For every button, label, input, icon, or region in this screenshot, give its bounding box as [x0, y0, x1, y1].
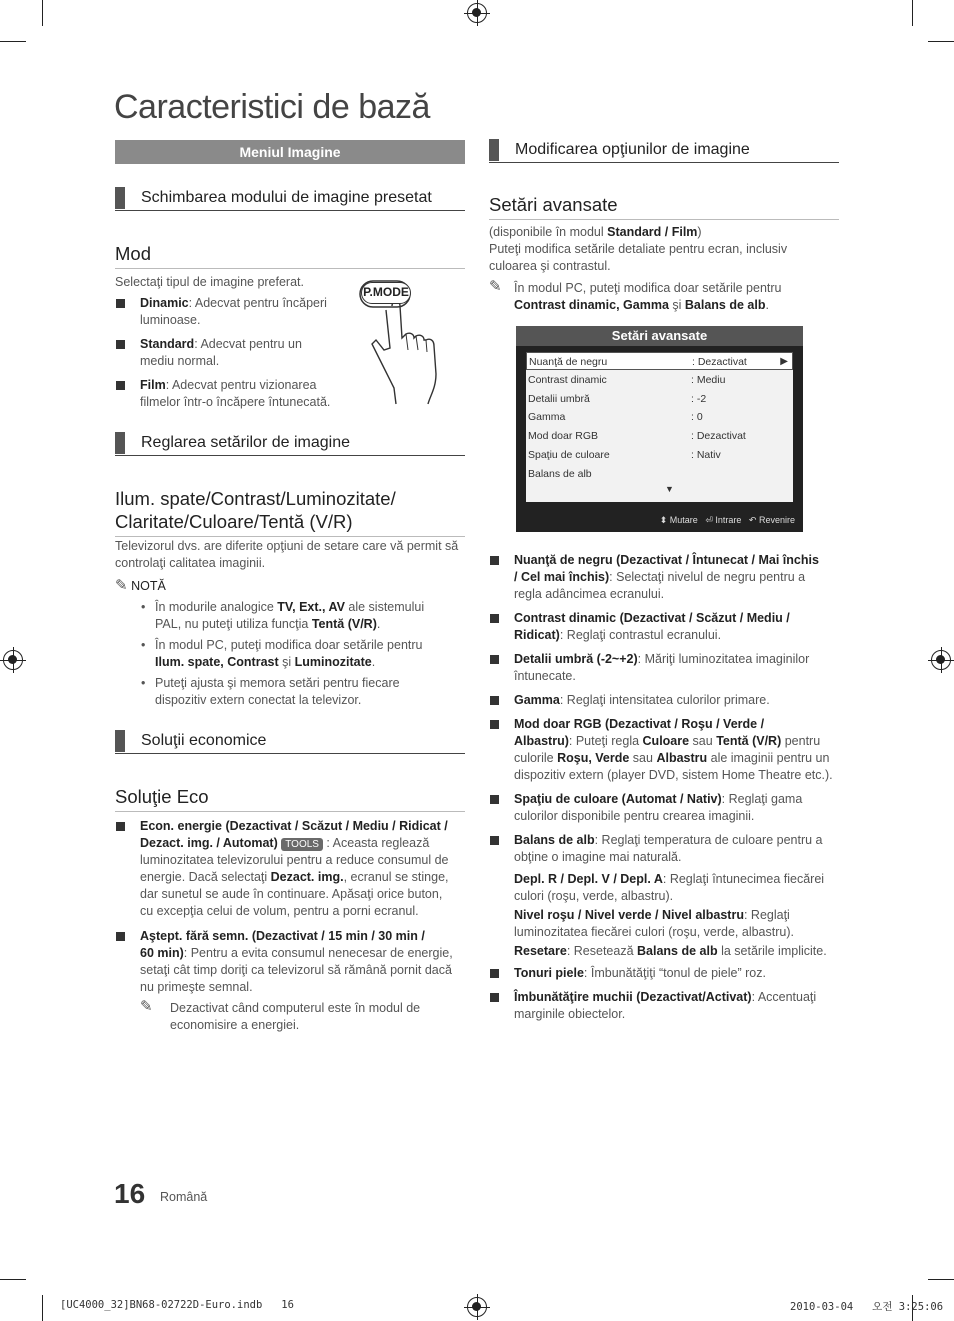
osd-row[interactable]: Gamma : 0 [528, 411, 703, 423]
crop-mark [928, 41, 954, 42]
registration-mark-icon [931, 650, 951, 670]
crop-mark [0, 41, 26, 42]
section-heading: Modificarea opţiunilor de imagine [489, 139, 839, 163]
osd-menu [516, 326, 803, 532]
crop-mark [912, 0, 913, 26]
list-item: Îmbunătăţire muchii (Dezactivat/Activat): Accentuaţi marginile obiectelor. [489, 989, 844, 1023]
osd-title: Setări avansate [516, 326, 803, 346]
section-heading: Soluţii economice [115, 730, 465, 754]
osd-row-selected[interactable]: Nuanţă de negru : Dezactivat ▶ [526, 352, 793, 370]
page-number: 16 [114, 1178, 146, 1209]
list-item: • În modul PC, puteţi modifica doar setările pentru Ilum. spate, Contrast şi Luminozitate. [141, 638, 423, 669]
list-item: • Puteţi ajusta şi memora setări pentru fiecare dispozitiv extern conectat la televizor. [141, 676, 400, 707]
language-label: Română [160, 1190, 208, 1204]
footer-file: [UC4000_32]BN68-02722D-Euro.indb 16 [60, 1299, 294, 1311]
ilum-heading: Ilum. spate/Contrast/Luminozitate/ Claritate/Culoare/Tentă (V/R) [115, 487, 465, 537]
crop-mark [928, 1279, 954, 1280]
return-icon: ↶ [748, 515, 757, 525]
list-item: Econ. energie (Dezactivat / Scăzut / Mediu / Ridicat / Dezact. img. / Automat) TOOLS : Aceasta reglează luminozitatea televizorului pentru a reduce consumul de energie. Dacă selectaţi Dezact. img., ecranul se stinge, dar sunetul se aude în continuare. Apăsaţi orice buton, cu excepţia celui de volum, pentru a porni ecranul. [115, 818, 470, 920]
registration-mark-icon [3, 650, 23, 670]
list-item: Gamma: Reglaţi intensitatea culorilor primare. [489, 692, 844, 709]
crop-mark [42, 0, 43, 26]
section-heading: Schimbarea modului de imagine presetat [115, 187, 465, 211]
note-icon: ✎ [489, 278, 502, 295]
list-item: Mod doar RGB (Dezactivat / Roşu / Verde / Albastru): Puteţi regla Culoare sau Tentă (V/R) pentru culorile Roşu, Verde sau Albastru ale imaginii pentru un dispozitiv extern (player DVD, sistem Home Theatre etc.). [489, 716, 844, 784]
list-item: Standard: Adecvat pentru un mediu normal. [115, 336, 355, 370]
registration-mark-icon [467, 3, 487, 23]
menu-bar: Meniul Imagine [115, 140, 465, 164]
footer-timestamp: 2010-03-04 오전 3:25:06 [790, 1301, 944, 1313]
enter-icon: ⏎ [705, 515, 713, 525]
osd-row[interactable]: Contrast dinamic : Mediu [528, 374, 726, 386]
mod-block [115, 274, 355, 411]
crop-mark [0, 1279, 26, 1280]
advanced-intro: (disponibile în modul Standard / Film) Puteţi modifica setările detaliate pentru ecran, inclusiv culoarea şi contrastul. ✎ În modul PC, puteţi modifica doar setările pentru Contrast dinamic, Gamma şi Balans de alb. [489, 224, 844, 314]
list-item: Aştept. fără semn. (Dezactivat / 15 min / 30 min / 60 min): Pentru a evita consumul nenecesar de energie, setaţi cât timp doriţi ca televizorul să rămână pornit dacă nu primeşte semnal. [115, 928, 470, 996]
note-icon: ✎ [140, 998, 153, 1015]
page-title: Caracteristici de bază [114, 88, 430, 126]
advanced-heading: Setări avansate [489, 193, 839, 220]
list-item: Dinamic: Adecvat pentru încăperi luminoase. [115, 295, 355, 329]
osd-row[interactable]: Detalii umbră : -2 [528, 393, 707, 405]
scroll-down-icon[interactable]: ▼ [665, 484, 674, 494]
registration-mark-icon [467, 1297, 487, 1317]
note-icon: ✎ [115, 577, 128, 594]
mod-heading: Mod [115, 242, 465, 269]
eco-heading: Soluţie Eco [115, 785, 465, 812]
mod-intro: Selectaţi tipul de imagine preferat. [115, 275, 304, 289]
list-item: Contrast dinamic (Dezactivat / Scăzut / Mediu / Ridicat): Reglaţi contrastul ecranului. [489, 610, 844, 644]
section-heading: Reglarea setărilor de imagine [115, 432, 465, 456]
list-item: Balans de alb: Reglaţi temperatura de culoare pentru a obţine o imagine mai naturală. Depl. R / Depl. V / Depl. A: Reglaţi întunecimea fiecărei culori (roşu, verde, albastru). Nivel roşu / Nivel verde / Nivel albastru: Reglaţi luminozitatea fiecărei culori (roşu, verde, albastru). Resetare: Resetează Balans de alb la setările implicite. [489, 832, 844, 960]
osd-row[interactable]: Balans de alb [528, 468, 592, 480]
note: ✎ În modul PC, puteţi modifica doar setările pentru Contrast dinamic, Gamma şi Balans de alb. [489, 278, 782, 312]
list-item: Nuanţă de negru (Dezactivat / Întunecat / Mai închis / Cel mai închis): Selectaţi nivelul de negru pentru a regla adâncimea ecranului. [489, 552, 844, 603]
crop-mark [42, 1295, 43, 1321]
osd-row[interactable]: Mod doar RGB : Dezactivat [528, 430, 746, 442]
ilum-block: Televizorul dvs. are diferite opţiuni de setare care vă permit să controlaţi calitatea imaginii. ✎ NOTĂ • În modurile analogice TV, Ext., AV ale sistemului PAL, nu puteţi utiliza funcţia Tentă (V/R). • În modul PC, puteţi modifica doar setările pentru Ilum. spate, Contrast şi Luminozitate. • Puteţi ajusta şi memora setări pentru fiecare dispozitiv extern conectat la televizor. [115, 538, 470, 709]
list-item: Film: Adecvat pentru vizionarea filmelor într-o încăpere întunecată. [115, 377, 355, 411]
move-icon: ⬍ [659, 515, 668, 525]
osd-row[interactable]: Spaţiu de culoare : Nativ [528, 449, 721, 461]
list-item: Spaţiu de culoare (Automat / Nativ): Reglaţi gama culorilor disponibile pentru crearea imaginii. [489, 791, 844, 825]
advanced-list [489, 552, 844, 1023]
pmode-button: P.MODE [361, 282, 411, 304]
eco-block [115, 818, 470, 1034]
osd-footer: ⬍ Mutare ⏎ Intrare ↶ Revenire [659, 515, 795, 525]
arrow-right-icon: ▶ [780, 356, 788, 367]
note: ✎ Dezactivat când computerul este în modul de economisire a energiei. [140, 998, 421, 1032]
list-item: Detalii umbră (-2~+2): Măriţi luminozitatea imaginilor întunecate. [489, 651, 844, 685]
tools-icon: TOOLS [281, 838, 323, 851]
list-item: • În modurile analogice TV, Ext., AV ale sistemului PAL, nu puteţi utiliza funcţia Tentă (V/R). [141, 600, 425, 631]
list-item: Tonuri piele: Îmbunătăţiţi “tonul de piele” roz. [489, 965, 844, 982]
osd-list [526, 352, 793, 502]
